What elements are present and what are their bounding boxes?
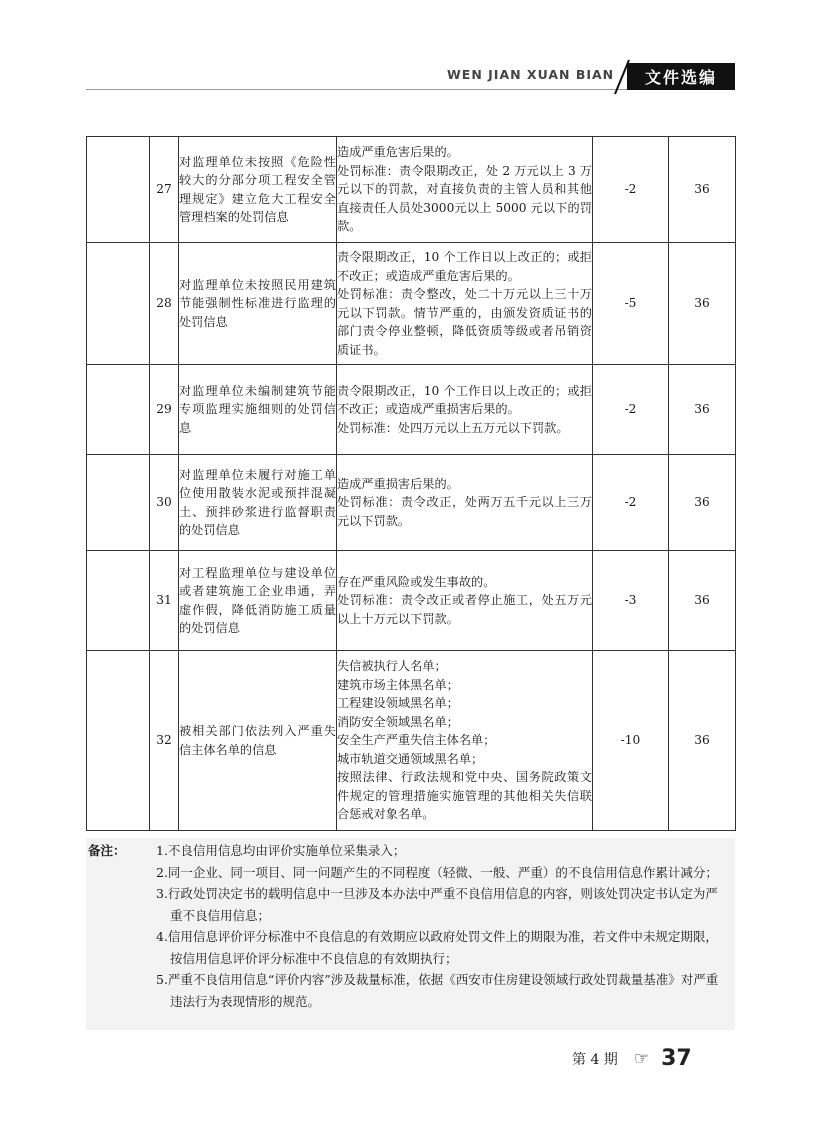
table-row xyxy=(87,137,736,243)
row-standard: 造成严重损害后果的。 处罚标准：责令改正，处两万五千元以上三万元以下罚款。 xyxy=(337,455,593,551)
note-item: 3.行政处罚决定书的载明信息中一旦涉及本办法中严重不良信用信息的内容，则该处罚决定书认定为严重不良信用信息； xyxy=(156,886,718,923)
header-rule xyxy=(86,89,678,90)
note-item: 5.严重不良信用信息“评价内容”涉及裁量标准，依据《西安市住房建设领域行政处罚裁量基准》对严重违法行为表现情形的规范。 xyxy=(156,972,719,1009)
page-footer xyxy=(572,1046,692,1071)
issue-number: 第 4 期 xyxy=(572,1051,618,1068)
row-item: 对监理单位未履行对施工单位使用散装水泥或预拌混凝土、预拌砂浆进行监督职责的处罚信息 xyxy=(179,455,337,551)
row-score: -5 xyxy=(593,243,669,365)
blank-cell xyxy=(87,455,150,551)
row-weight: 36 xyxy=(669,651,736,831)
table-row xyxy=(87,651,736,831)
row-number: 28 xyxy=(150,243,179,365)
row-standard: 造成严重危害后果的。 处罚标准：责令限期改正，处 2 万元以上 3 万元以下的罚款，对直接负责的主管人员和其他直接责任人员处3000元以上 5000 元以下的罚款。 xyxy=(337,137,593,243)
row-number: 30 xyxy=(150,455,179,551)
row-item: 对工程监理单位与建设单位或者建筑施工企业串通，弄虚作假，降低消防施工质量的处罚信息 xyxy=(179,551,337,651)
penalty-table xyxy=(86,136,736,831)
row-standard: 责令限期改正，10 个工作日以上改正的；或拒不改正；或造成严重损害后果的。 处罚标准：处四万元以上五万元以下罚款。 xyxy=(337,365,593,455)
table-row xyxy=(87,455,736,551)
header-chinese-title: 文件选编 xyxy=(627,63,735,90)
row-standard: 失信被执行人名单； 建筑市场主体黑名单； 工程建设领域黑名单； 消防安全领域黑名单； 安全生产严重失信主体名单； 城市轨道交通领域黑名单； 按照法律、行政法规和党中央、国务院政策文件规定的管理措施实施管理的其他相关失信联合惩戒对象名单。 xyxy=(337,651,593,831)
row-score: -2 xyxy=(593,137,669,243)
page-number: 37 xyxy=(661,1046,692,1071)
row-weight: 36 xyxy=(669,243,736,365)
row-number: 32 xyxy=(150,651,179,831)
row-standard: 责令限期改正，10 个工作日以上改正的；或拒不改正；或造成严重危害后果的。 处罚标准：责令整改，处二十万元以上三十万元以下罚款。情节严重的，由颁发资质证书的部门责令停业整顿，降低资质等级或者吊销资质证书。 xyxy=(337,243,593,365)
blank-cell xyxy=(87,651,150,831)
pointing-hand-icon: ☞ xyxy=(633,1048,650,1069)
row-weight: 36 xyxy=(669,137,736,243)
row-item: 对监理单位未按照《危险性较大的分部分项工程安全管理规定》建立危大工程安全管理档案的处罚信息 xyxy=(179,137,337,243)
notes-label: 备注： xyxy=(88,843,126,858)
note-item: 2.同一企业、同一项目、同一问题产生的不同程度（轻微、一般、严重）的不良信用信息作累计减分； xyxy=(156,864,718,880)
row-weight: 36 xyxy=(669,365,736,455)
row-score: -2 xyxy=(593,365,669,455)
row-item: 对监理单位未编制建筑节能专项监理实施细则的处罚信息 xyxy=(179,365,337,455)
blank-cell xyxy=(87,137,150,243)
note-item: 4.信用信息评价评分标准中不良信息的有效期应以政府处罚文件上的期限为准，若文件中未规定期限，按信用信息评价评分标准中不良信息的有效期执行； xyxy=(156,929,718,966)
header-english-title: WEN JIAN XUAN BIAN xyxy=(447,67,615,82)
row-score: -10 xyxy=(593,651,669,831)
notes-section xyxy=(88,840,722,1012)
row-item: 对监理单位未按照民用建筑节能强制性标准进行监理的处罚信息 xyxy=(179,243,337,365)
blank-cell xyxy=(87,243,150,365)
row-score: -2 xyxy=(593,455,669,551)
table-row xyxy=(87,365,736,455)
table-row xyxy=(87,243,736,365)
row-number: 29 xyxy=(150,365,179,455)
table-row xyxy=(87,551,736,651)
row-weight: 36 xyxy=(669,551,736,651)
blank-cell xyxy=(87,551,150,651)
row-standard: 存在严重风险或发生事故的。 处罚标准：责令改正或者停止施工，处五万元以上十万元以下罚款。 xyxy=(337,551,593,651)
row-weight: 36 xyxy=(669,455,736,551)
blank-cell xyxy=(87,365,150,455)
row-number: 31 xyxy=(150,551,179,651)
row-score: -3 xyxy=(593,551,669,651)
note-item: 1.不良信用信息均由评价实施单位采集录入； xyxy=(156,843,406,858)
row-item: 被相关部门依法列入严重失信主体名单的信息 xyxy=(179,651,337,831)
row-number: 27 xyxy=(150,137,179,243)
